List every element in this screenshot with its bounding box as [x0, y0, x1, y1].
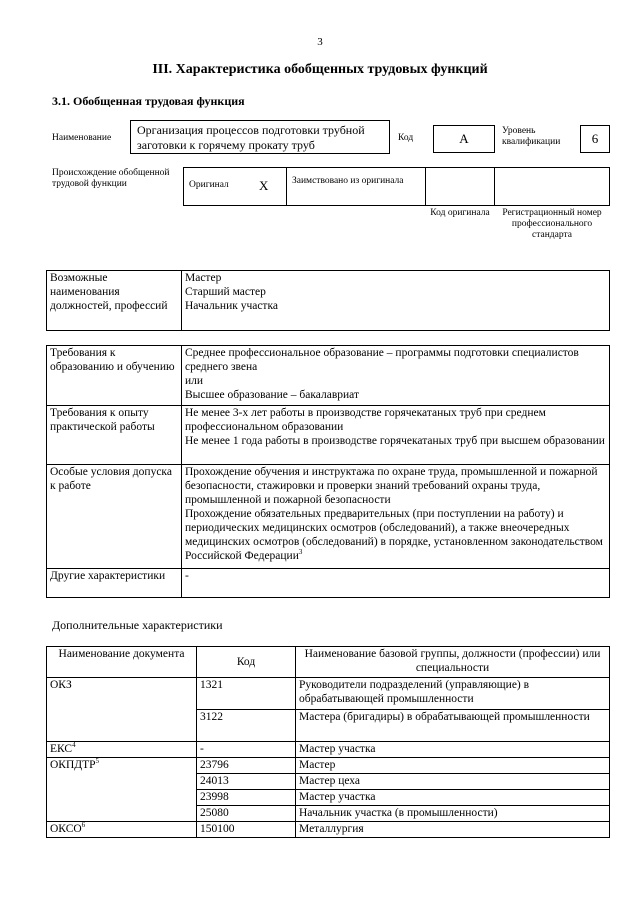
requirements-table	[46, 345, 610, 598]
reg-number-label: Регистрационный номер профессионального стандарта	[502, 208, 602, 240]
origin-original-cell	[183, 167, 287, 206]
other-value: -	[182, 569, 610, 598]
experience-label: Требования к опыту практической работы	[47, 406, 182, 465]
position-item: Старший мастер	[185, 286, 266, 298]
positions-label: Возможные наименования должностей, профессий	[47, 271, 182, 331]
table-row	[47, 822, 610, 838]
requirement-line: Не менее 3-х лет работы в производстве горячекатаных труб при среднем профессиональном образовании	[185, 407, 546, 433]
table-row	[47, 742, 610, 758]
code-original-label: Код оригинала	[430, 208, 490, 218]
education-label: Требования к образованию и обучению	[47, 346, 182, 406]
borrowed-label: Заимствовано из оригинала	[292, 176, 404, 186]
code-value-box	[433, 125, 495, 153]
code-cell: 150100	[197, 822, 296, 838]
origin-label: Происхождение обобщенной трудовой функции	[52, 168, 170, 189]
additional-table	[46, 646, 610, 838]
code-cell: 23796	[197, 758, 296, 774]
doc-cell	[47, 822, 197, 838]
positions-values	[182, 271, 610, 331]
code-label: Код	[398, 133, 414, 143]
name-cell: Металлургия	[296, 822, 610, 838]
level-value: 6	[591, 131, 599, 146]
doc-name: ОКСО	[50, 823, 82, 835]
page-number: 3	[317, 36, 323, 48]
code-cell: -	[197, 742, 296, 758]
origin-code-cell	[425, 167, 495, 206]
position-item: Начальник участка	[185, 300, 278, 312]
requirement-line: Высшее образование – бакалавриат	[185, 389, 359, 401]
table-row	[47, 758, 610, 774]
additional-title: Дополнительные характеристики	[52, 618, 223, 632]
footnote-ref[interactable]: 3	[298, 548, 303, 557]
requirement-line: или	[185, 375, 204, 387]
name-label: Наименование	[52, 133, 112, 143]
level-value-box	[580, 125, 610, 153]
other-label: Другие характеристики	[47, 569, 182, 598]
section-title: III. Характеристика обобщенных трудовых функций	[152, 62, 488, 77]
code-cell: 24013	[197, 774, 296, 790]
name-cell: Мастер участка	[296, 790, 610, 806]
name-cell: Мастер цеха	[296, 774, 610, 790]
footnote-ref[interactable]: 4	[72, 741, 76, 750]
header-name: Наименование базовой группы, должности (профессии) или специальности	[296, 647, 610, 678]
header-doc: Наименование документа	[47, 647, 197, 678]
code-value: А	[459, 131, 469, 146]
original-label: Оригинал	[189, 180, 229, 190]
name-cell: Мастер участка	[296, 742, 610, 758]
doc-cell	[47, 742, 197, 758]
code-cell: 1321	[197, 678, 296, 710]
requirement-line: Прохождение обучения и инструктажа по охране труда, промышленной и пожарной безопасности, стажировки и проверки знаний требований охраны труда, промышленной и пожарной безопасности	[185, 466, 598, 506]
requirement-line-with-footnote	[185, 507, 606, 563]
original-mark: X	[259, 178, 269, 193]
origin-reg-cell	[494, 167, 610, 206]
table-row	[47, 678, 610, 710]
name-value: Организация процессов подготовки трубной заготовки к горячему прокату труб	[137, 123, 365, 152]
header-code: Код	[197, 647, 296, 678]
positions-table	[46, 270, 610, 331]
origin-borrowed-cell	[286, 167, 426, 206]
name-cell: Руководители подразделений (управляющие) в обрабатывающей промышленности	[296, 678, 610, 710]
code-cell: 23998	[197, 790, 296, 806]
doc-cell: ОКЗ	[47, 678, 197, 742]
name-cell: Мастера (бригадиры) в обрабатывающей промышленности	[296, 710, 610, 742]
requirement-line: Прохождение обязательных предварительных (при поступлении на работу) и периодических медицинских осмотров (обследований), а также внеочередных медицинских осмотров (обследований) в порядке, установленном законодательством Российской Федерации	[185, 508, 603, 562]
doc-cell	[47, 758, 197, 822]
requirement-line: Не менее 1 года работы в производстве горячекатаных труб при высшем образовании	[185, 435, 605, 447]
code-cell: 25080	[197, 806, 296, 822]
name-value-box	[130, 120, 390, 154]
requirement-line: Среднее профессиональное образование – программы подготовки специалистов среднего звена	[185, 347, 579, 373]
footnote-ref[interactable]: 6	[81, 821, 86, 830]
subsection-title: 3.1. Обобщенная трудовая функция	[52, 94, 245, 108]
level-label: Уровень квалификации	[502, 126, 561, 147]
special-conditions-label: Особые условия допуска к работе	[47, 465, 182, 569]
footnote-ref[interactable]: 5	[95, 757, 100, 766]
name-cell: Мастер	[296, 758, 610, 774]
experience-value	[182, 406, 610, 465]
code-cell: 3122	[197, 710, 296, 742]
special-conditions-value	[182, 465, 610, 569]
education-value	[182, 346, 610, 406]
doc-name: ЕКС	[50, 743, 73, 755]
doc-name: ОКПДТР	[50, 759, 96, 771]
position-item: Мастер	[185, 272, 222, 284]
name-cell: Начальник участка (в промышленности)	[296, 806, 610, 822]
